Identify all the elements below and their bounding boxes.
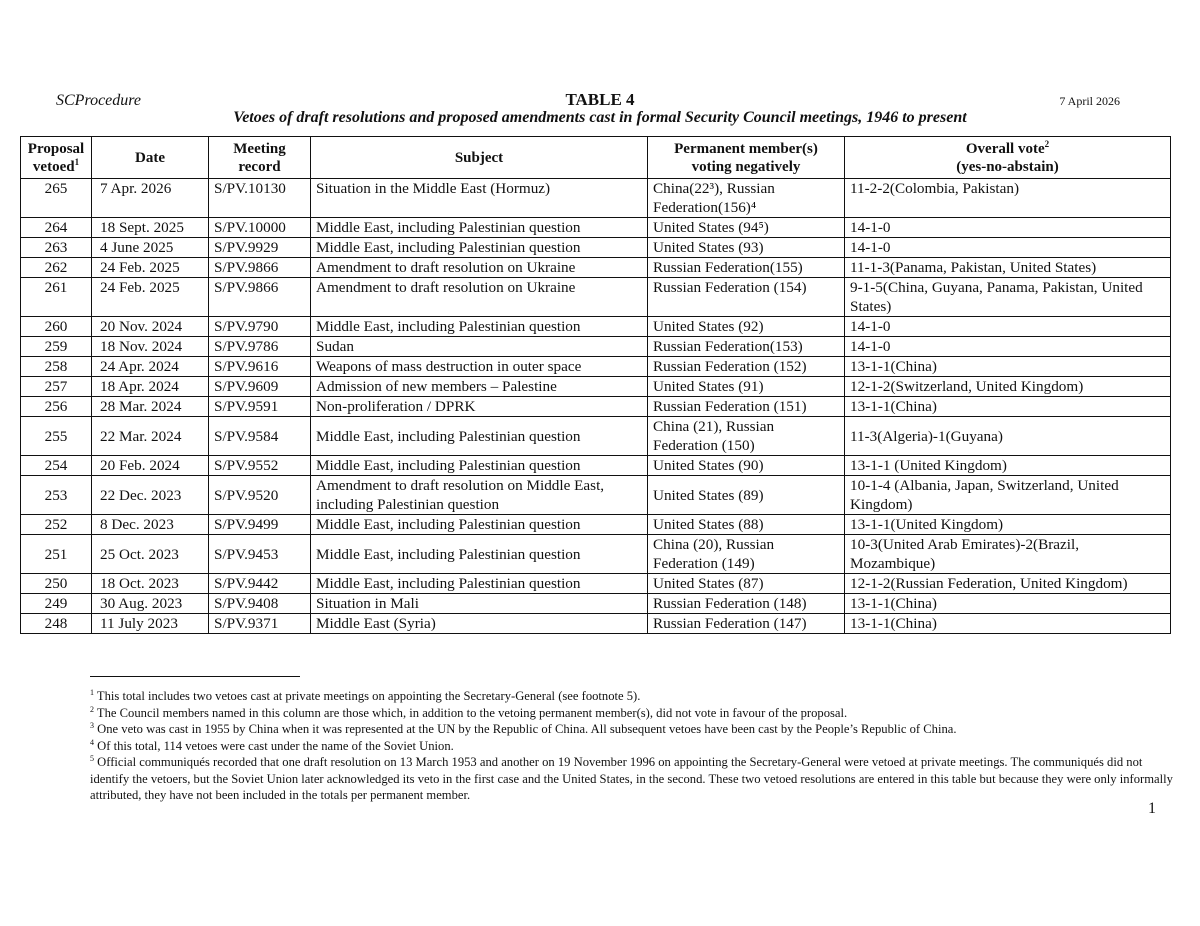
footnote-text: The Council members named in this column are those which, in addition to the vetoing permanent member(s), did not vote in favour of the proposal. <box>96 705 848 720</box>
cell-overall-vote: 13-1-1(China) <box>845 357 1171 377</box>
table-row <box>21 574 1171 594</box>
table-row <box>21 476 1171 515</box>
cell-date: 18 Oct. 2023 <box>92 574 209 594</box>
table-row <box>21 614 1171 634</box>
cell-overall-vote: 9-1-5(China, Guyana, Panama, Pakistan, United States) <box>845 278 1171 317</box>
footnote <box>90 754 1180 804</box>
cell-proposal-number: 249 <box>21 594 92 614</box>
cell-date: 22 Mar. 2024 <box>92 417 209 456</box>
document-date: 7 April 2026 <box>1059 94 1120 108</box>
cell-subject: Middle East, including Palestinian question <box>311 515 648 535</box>
footnote <box>90 721 1180 738</box>
cell-overall-vote: 13-1-1(United Kingdom) <box>845 515 1171 535</box>
cell-meeting-record: S/PV.9609 <box>209 377 311 397</box>
cell-meeting-record: S/PV.9584 <box>209 417 311 456</box>
cell-proposal-number: 258 <box>21 357 92 377</box>
col-header-proposal: Proposal vetoed$^1$ <box>21 137 92 179</box>
cell-permanent-member: United States (91) <box>648 377 845 397</box>
footnotes <box>90 688 1180 804</box>
table-row <box>21 337 1171 357</box>
cell-proposal-number: 251 <box>21 535 92 574</box>
page-number: 1 <box>1148 800 1156 817</box>
cell-proposal-number: 261 <box>21 278 92 317</box>
table-title: Vetoes of draft resolutions and proposed amendments cast in formal Security Council meetings, 1946 to present <box>233 109 967 126</box>
cell-proposal-number: 253 <box>21 476 92 515</box>
cell-subject: Amendment to draft resolution on Ukraine <box>311 278 648 317</box>
cell-overall-vote: 13-1-1(China) <box>845 397 1171 417</box>
cell-overall-vote: 14-1-0 <box>845 337 1171 357</box>
cell-permanent-member: China (20), Russian Federation (149) <box>648 535 845 574</box>
cell-subject: Middle East, including Palestinian question <box>311 535 648 574</box>
cell-proposal-number: 264 <box>21 218 92 238</box>
cell-permanent-member: United States (87) <box>648 574 845 594</box>
cell-permanent-member: Russian Federation(153) <box>648 337 845 357</box>
footnote-text: This total includes two vetoes cast at private meetings on appointing the Secretary-General (see footnote 5). <box>96 689 641 703</box>
table-row <box>21 456 1171 476</box>
footnote-text: Of this total, 114 vetoes were cast under the name of the Soviet Union. <box>97 738 454 753</box>
table-row <box>21 417 1171 456</box>
cell-overall-vote: 11-3(Algeria)-1(Guyana) <box>845 417 1171 456</box>
cell-overall-vote: 13-1-1(China) <box>845 614 1171 634</box>
cell-permanent-member: Russian Federation (148) <box>648 594 845 614</box>
cell-date: 18 Apr. 2024 <box>92 377 209 397</box>
cell-meeting-record: S/PV.9552 <box>209 456 311 476</box>
cell-date: 8 Dec. 2023 <box>92 515 209 535</box>
cell-meeting-record: S/PV.10000 <box>209 218 311 238</box>
cell-subject: Middle East, including Palestinian question <box>311 456 648 476</box>
document-code: SCProcedure <box>56 92 142 109</box>
cell-permanent-member: United States (90) <box>648 456 845 476</box>
cell-date: 18 Sept. 2025 <box>92 218 209 238</box>
cell-date: 18 Nov. 2024 <box>92 337 209 357</box>
cell-overall-vote: 11-1-3(Panama, Pakistan, United States) <box>845 258 1171 278</box>
footnote-mark: 4 <box>90 737 94 747</box>
cell-meeting-record: S/PV.9866 <box>209 258 311 278</box>
table-row <box>21 238 1171 258</box>
footnote <box>90 738 1180 755</box>
cell-permanent-member: China (21), Russian Federation (150) <box>648 417 845 456</box>
footnote-mark: 1 <box>90 687 94 697</box>
cell-proposal-number: 262 <box>21 258 92 278</box>
footnote-mark: 2 <box>90 704 94 714</box>
cell-date: 20 Nov. 2024 <box>92 317 209 337</box>
cell-proposal-number: 250 <box>21 574 92 594</box>
table-number: TABLE 4 <box>565 90 635 109</box>
footnote-text: One veto was cast in 1955 by China when it was represented at the UN by the Republic of China. All subsequent vetoes have been cast by the People’s Republic of China. <box>97 722 957 736</box>
cell-permanent-member: United States (93) <box>648 238 845 258</box>
cell-subject: Middle East (Syria) <box>311 614 648 634</box>
cell-proposal-number: 248 <box>21 614 92 634</box>
cell-subject: Middle East, including Palestinian question <box>311 574 648 594</box>
cell-meeting-record: S/PV.9520 <box>209 476 311 515</box>
col-header-subject: Subject <box>311 137 648 179</box>
table-row <box>21 515 1171 535</box>
cell-subject: Middle East, including Palestinian question <box>311 218 648 238</box>
table-row <box>21 317 1171 337</box>
table-row <box>21 357 1171 377</box>
cell-date: 28 Mar. 2024 <box>92 397 209 417</box>
cell-subject: Amendment to draft resolution on Middle East, including Palestinian question <box>311 476 648 515</box>
cell-permanent-member: United States (88) <box>648 515 845 535</box>
cell-date: 24 Apr. 2024 <box>92 357 209 377</box>
cell-meeting-record: S/PV.9499 <box>209 515 311 535</box>
col-header-date: Date <box>92 137 209 179</box>
cell-meeting-record: S/PV.9371 <box>209 614 311 634</box>
footnote <box>90 705 1180 722</box>
cell-subject: Middle East, including Palestinian question <box>311 417 648 456</box>
table-row <box>21 218 1171 238</box>
cell-subject: Situation in Mali <box>311 594 648 614</box>
cell-permanent-member: United States (92) <box>648 317 845 337</box>
cell-proposal-number: 257 <box>21 377 92 397</box>
cell-overall-vote: 12-1-2(Switzerland, United Kingdom) <box>845 377 1171 397</box>
cell-meeting-record: S/PV.9591 <box>209 397 311 417</box>
footnote-mark: 5 <box>90 753 94 763</box>
table-row <box>21 397 1171 417</box>
cell-subject: Admission of new members – Palestine <box>311 377 648 397</box>
col-header-meeting-record: Meeting record <box>209 137 311 179</box>
cell-meeting-record: S/PV.9790 <box>209 317 311 337</box>
cell-date: 7 Apr. 2026 <box>92 179 209 218</box>
cell-subject: Middle East, including Palestinian question <box>311 238 648 258</box>
cell-overall-vote: 13-1-1(China) <box>845 594 1171 614</box>
vetoes-table <box>20 136 1171 634</box>
cell-subject: Amendment to draft resolution on Ukraine <box>311 258 648 278</box>
cell-date: 20 Feb. 2024 <box>92 456 209 476</box>
table-row <box>21 179 1171 218</box>
cell-meeting-record: S/PV.10130 <box>209 179 311 218</box>
cell-subject: Sudan <box>311 337 648 357</box>
cell-permanent-member: United States (89) <box>648 476 845 515</box>
cell-overall-vote: 12-1-2(Russian Federation, United Kingdom) <box>845 574 1171 594</box>
table-row <box>21 594 1171 614</box>
cell-date: 11 July 2023 <box>92 614 209 634</box>
table-row <box>21 258 1171 278</box>
cell-overall-vote: 10-1-4 (Albania, Japan, Switzerland, United Kingdom) <box>845 476 1171 515</box>
cell-overall-vote: 14-1-0 <box>845 238 1171 258</box>
cell-proposal-number: 263 <box>21 238 92 258</box>
cell-permanent-member: Russian Federation (147) <box>648 614 845 634</box>
cell-overall-vote: 14-1-0 <box>845 317 1171 337</box>
table-row <box>21 377 1171 397</box>
cell-overall-vote: 14-1-0 <box>845 218 1171 238</box>
cell-overall-vote: 11-2-2(Colombia, Pakistan) <box>845 179 1171 218</box>
cell-permanent-member: Russian Federation (152) <box>648 357 845 377</box>
cell-meeting-record: S/PV.9408 <box>209 594 311 614</box>
cell-subject: Situation in the Middle East (Hormuz) <box>311 179 648 218</box>
cell-date: 22 Dec. 2023 <box>92 476 209 515</box>
table-row <box>21 278 1171 317</box>
cell-proposal-number: 252 <box>21 515 92 535</box>
cell-meeting-record: S/PV.9616 <box>209 357 311 377</box>
col-header-overall-vote: Overall vote$^2$ (yes-no-abstain) <box>845 137 1171 179</box>
footnote <box>90 688 1180 705</box>
cell-meeting-record: S/PV.9442 <box>209 574 311 594</box>
cell-proposal-number: 265 <box>21 179 92 218</box>
cell-overall-vote: 13-1-1 (United Kingdom) <box>845 456 1171 476</box>
cell-permanent-member: Russian Federation (154) <box>648 278 845 317</box>
cell-date: 30 Aug. 2023 <box>92 594 209 614</box>
cell-permanent-member: China(22³), Russian Federation(156)⁴ <box>648 179 845 218</box>
cell-date: 4 June 2025 <box>92 238 209 258</box>
col-header-permanent-member: Permanent member(s) voting negatively <box>648 137 845 179</box>
cell-date: 25 Oct. 2023 <box>92 535 209 574</box>
cell-overall-vote: 10-3(United Arab Emirates)-2(Brazil, Mozambique) <box>845 535 1171 574</box>
table-row <box>21 535 1171 574</box>
cell-meeting-record: S/PV.9453 <box>209 535 311 574</box>
cell-meeting-record: S/PV.9929 <box>209 238 311 258</box>
cell-proposal-number: 256 <box>21 397 92 417</box>
cell-subject: Weapons of mass destruction in outer space <box>311 357 648 377</box>
cell-meeting-record: S/PV.9786 <box>209 337 311 357</box>
cell-permanent-member: Russian Federation(155) <box>648 258 845 278</box>
footnote-mark: 3 <box>90 720 94 730</box>
footnote-separator <box>90 676 300 677</box>
cell-permanent-member: United States (94⁵) <box>648 218 845 238</box>
cell-permanent-member: Russian Federation (151) <box>648 397 845 417</box>
cell-meeting-record: S/PV.9866 <box>209 278 311 317</box>
cell-date: 24 Feb. 2025 <box>92 278 209 317</box>
cell-proposal-number: 255 <box>21 417 92 456</box>
cell-subject: Non-proliferation / DPRK <box>311 397 648 417</box>
footnote-text: Official communiqués recorded that one draft resolution on 13 March 1953 and another on 19 November 1996 on appointing the Secretary-General were vetoed at private meetings. The communiqués did not identify the vetoers, but the Soviet Union later acknowledged its veto in the first case and the United States, in the second. These two vetoed resolutions are entered in this table but because they were only informally attributed, they have not been included in the totals per permanent member. <box>90 755 1173 802</box>
cell-date: 24 Feb. 2025 <box>92 258 209 278</box>
cell-proposal-number: 259 <box>21 337 92 357</box>
cell-proposal-number: 254 <box>21 456 92 476</box>
cell-subject: Middle East, including Palestinian question <box>311 317 648 337</box>
cell-proposal-number: 260 <box>21 317 92 337</box>
